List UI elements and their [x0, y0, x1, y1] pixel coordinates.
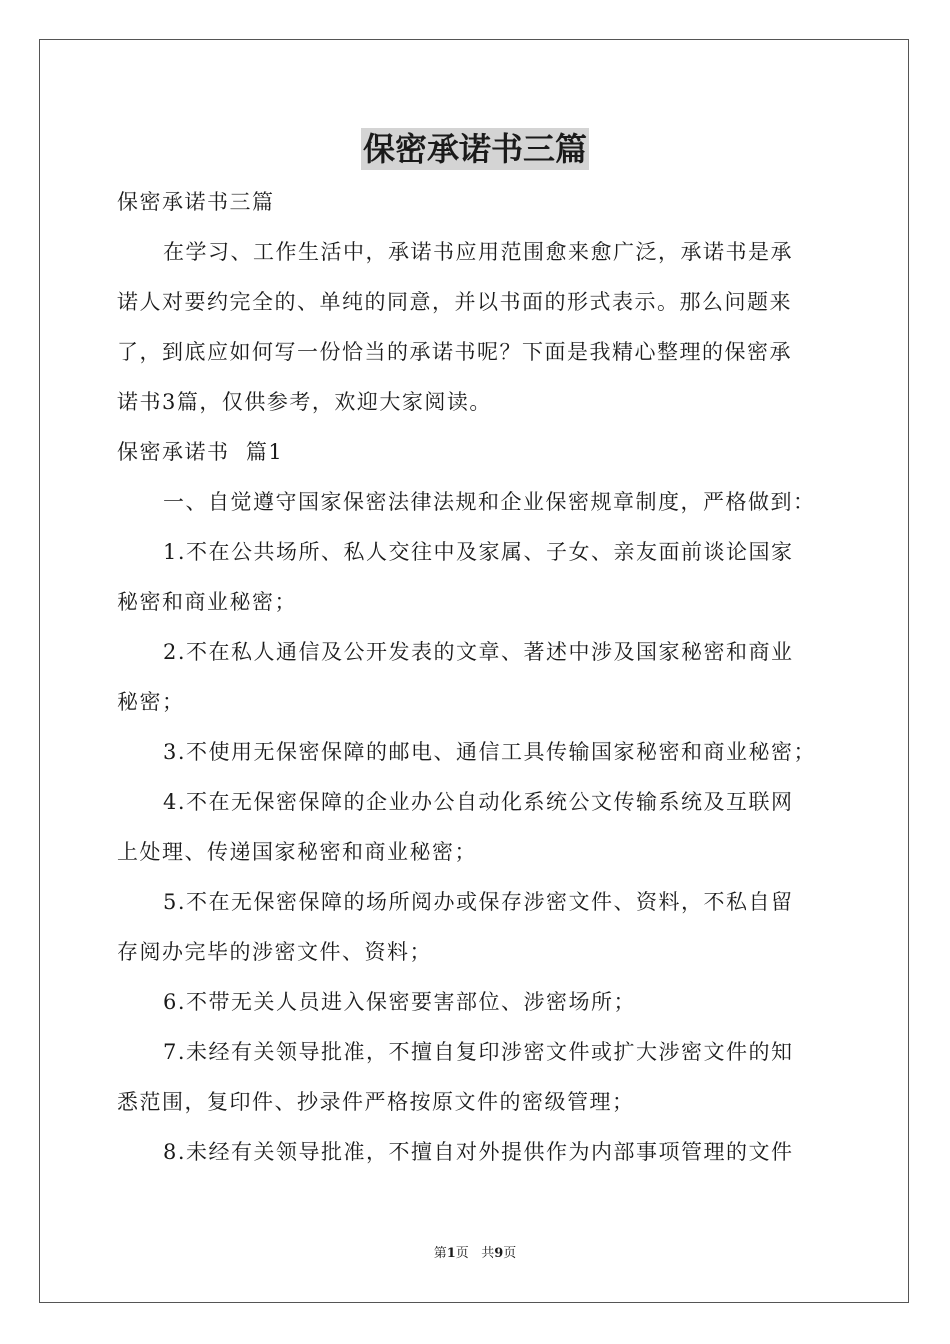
intro-line: 了，到底应如何写一份恰当的承诺书呢？下面是我精心整理的保密承 — [117, 340, 792, 364]
clause-line: 3.不使用无保密保障的邮电、通信工具传输国家秘密和商业秘密； — [163, 740, 817, 764]
total-suffix: 页 — [503, 1246, 517, 1261]
clause-line: 4.不在无保密保障的企业办公自动化系统公文传输系统及互联网 — [163, 790, 794, 814]
page-footer — [0, 1244, 950, 1264]
document-body — [117, 177, 847, 1177]
clause-line: 上处理、传递国家秘密和商业秘密； — [117, 840, 477, 864]
clause-line: 8.未经有关领导批准，不擅自对外提供作为内部事项管理的文件 — [163, 1140, 794, 1164]
clause-line: 6.不带无关人员进入保密要害部位、涉密场所； — [163, 990, 637, 1014]
clause-line: 5.不在无保密保障的场所阅办或保存涉密文件、资料，不私自留 — [163, 890, 794, 914]
page-prefix: 第 — [433, 1246, 447, 1261]
document-title: 保密承诺书三篇 — [362, 130, 587, 168]
total-prefix: 共 — [481, 1246, 495, 1261]
clause-line: 悉范围，复印件、抄录件严格按原文件的密级管理； — [117, 1090, 635, 1114]
subtitle: 保密承诺书三篇 — [117, 190, 275, 214]
page-suffix: 页 — [455, 1246, 469, 1261]
page-number: 1 — [446, 1246, 456, 1261]
intro-line: 诺人对要约完全的、单纯的同意，并以书面的形式表示。那么问题来 — [117, 290, 792, 314]
intro-line: 在学习、工作生活中，承诺书应用范围愈来愈广泛，承诺书是承 — [163, 240, 793, 264]
clause-line: 秘密和商业秘密； — [117, 590, 297, 614]
clause-line: 7.未经有关领导批准，不擅自复印涉密文件或扩大涉密文件的知 — [163, 1040, 794, 1064]
clause-list — [117, 477, 847, 1177]
clause-line: 存阅办完毕的涉密文件、资料； — [117, 940, 432, 964]
intro-line: 诺书3篇，仅供参考，欢迎大家阅读。 — [117, 390, 492, 414]
clause-line: 2.不在私人通信及公开发表的文章、著述中涉及国家秘密和商业 — [163, 640, 794, 664]
section-heading: 保密承诺书 篇1 — [117, 440, 284, 464]
clause-line: 1.不在公共场所、私人交往中及家属、子女、亲友面前谈论国家 — [163, 540, 794, 564]
total-pages: 9 — [494, 1246, 504, 1261]
clause-line: 秘密； — [117, 690, 185, 714]
title-area — [0, 128, 950, 170]
clause-line: 一、自觉遵守国家保密法律法规和企业保密规章制度，严格做到： — [163, 490, 816, 514]
